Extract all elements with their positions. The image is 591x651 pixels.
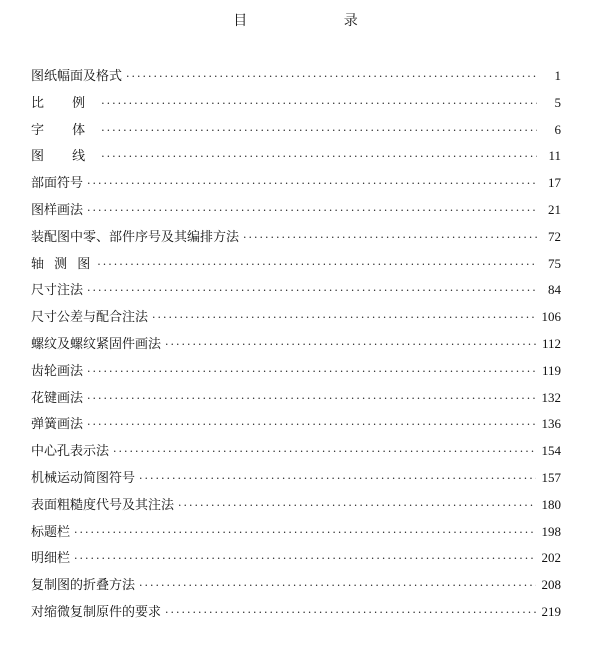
toc-entry-page: 5: [554, 94, 561, 110]
toc-entry-page: 1: [554, 68, 561, 83]
toc-entry-page: 6: [554, 121, 561, 137]
toc-entry[interactable]: [31, 572, 561, 599]
toc-entry[interactable]: [31, 492, 561, 519]
toc-entry[interactable]: [31, 63, 561, 90]
toc-list: [31, 63, 561, 626]
toc-entry-page: 84: [548, 282, 561, 298]
toc-entry-label: 字 体: [31, 122, 98, 138]
toc-dot-leader: [74, 546, 535, 573]
toc-entry-label: 尺寸公差与配合注法: [31, 310, 149, 326]
toc-entry-label: 图纸幅面及格式: [31, 69, 123, 84]
toc-entry-page: 132: [541, 389, 561, 405]
toc-dot-leader: [178, 493, 535, 520]
toc-entry-label: 齿轮画法: [31, 363, 84, 379]
toc-entry-page: 136: [541, 416, 561, 432]
toc-entry-label: 表面粗糙度代号及其注法: [31, 497, 175, 513]
toc-entry-page: 17: [548, 175, 561, 191]
toc-entry[interactable]: [31, 251, 561, 278]
toc-dot-leader: [97, 252, 537, 279]
toc-dot-leader: [101, 91, 537, 118]
toc-dot-leader: [87, 198, 537, 225]
toc-dot-leader: [139, 466, 535, 493]
toc-dot-leader: [243, 225, 537, 252]
toc-dot-leader: [113, 439, 535, 466]
toc-entry[interactable]: [31, 545, 561, 572]
toc-dot-leader: [139, 573, 535, 600]
toc-dot-leader: [87, 171, 537, 198]
toc-entry-label: 螺纹及螺纹紧固件画法: [31, 336, 162, 352]
toc-entry-label: 花键画法: [31, 390, 84, 406]
toc-entry[interactable]: [31, 465, 561, 492]
toc-entry-page: 72: [548, 228, 561, 244]
toc-entry[interactable]: [31, 411, 561, 438]
toc-dot-leader: [87, 386, 535, 413]
toc-entry-page: 75: [548, 255, 561, 271]
toc-entry-page: 11: [548, 148, 561, 164]
toc-entry-label: 比 例: [31, 95, 98, 111]
toc-entry-label: 对缩微复制原件的要求: [31, 604, 162, 620]
toc-dot-leader: [74, 520, 535, 547]
toc-title: 目 录: [233, 13, 404, 29]
toc-entry-page: 180: [541, 496, 561, 512]
toc-entry[interactable]: [31, 143, 561, 170]
toc-entry[interactable]: [31, 170, 561, 197]
toc-dot-leader: [126, 64, 537, 91]
toc-entry-label: 机械运动简图符号: [31, 470, 136, 486]
toc-entry[interactable]: [31, 304, 561, 331]
toc-entry[interactable]: [31, 438, 561, 465]
toc-entry[interactable]: [31, 599, 561, 626]
toc-dot-leader: [101, 144, 537, 171]
toc-dot-leader: [165, 332, 536, 359]
toc-dot-leader: [87, 359, 536, 386]
toc-entry-page: 106: [541, 309, 561, 325]
toc-entry-label: 明细栏: [31, 551, 71, 567]
toc-entry-label: 图 线: [31, 149, 98, 165]
toc-entry-page: 208: [541, 577, 561, 593]
toc-entry-label: 图样画法: [31, 202, 84, 218]
toc-dot-leader: [152, 305, 535, 332]
toc-dot-leader: [101, 118, 537, 145]
toc-entry-page: 154: [541, 443, 561, 459]
toc-dot-leader: [87, 412, 535, 439]
toc-entry-page: 21: [548, 201, 561, 217]
toc-entry[interactable]: [31, 358, 561, 385]
toc-entry-page: 202: [541, 550, 561, 566]
toc-entry-page: 219: [541, 603, 561, 619]
toc-entry-label: 轴 测 图: [31, 256, 94, 272]
toc-entry-label: 装配图中零、部件序号及其编排方法: [31, 229, 240, 245]
toc-entry-label: 弹簧画法: [31, 417, 84, 433]
toc-entry-page: 157: [541, 469, 561, 485]
toc-entry[interactable]: [31, 277, 561, 304]
toc-entry-label: 部面符号: [31, 176, 84, 192]
toc-entry[interactable]: [31, 519, 561, 546]
toc-entry[interactable]: [31, 331, 561, 358]
toc-entry-page: 112: [541, 335, 561, 351]
toc-entry[interactable]: [31, 197, 561, 224]
toc-entry[interactable]: [31, 224, 561, 251]
toc-entry[interactable]: [31, 117, 561, 144]
toc-entry-page: 119: [541, 362, 561, 378]
toc-entry-label: 复制图的折叠方法: [31, 578, 136, 594]
toc-entry-label: 中心孔表示法: [31, 444, 110, 460]
toc-entry[interactable]: [31, 385, 561, 412]
toc-dot-leader: [87, 278, 537, 305]
toc-entry[interactable]: [31, 90, 561, 117]
toc-dot-leader: [165, 600, 535, 627]
toc-entry-page: 198: [541, 523, 561, 539]
toc-entry-label: 尺寸注法: [31, 283, 84, 299]
toc-entry-label: 标题栏: [31, 524, 71, 540]
